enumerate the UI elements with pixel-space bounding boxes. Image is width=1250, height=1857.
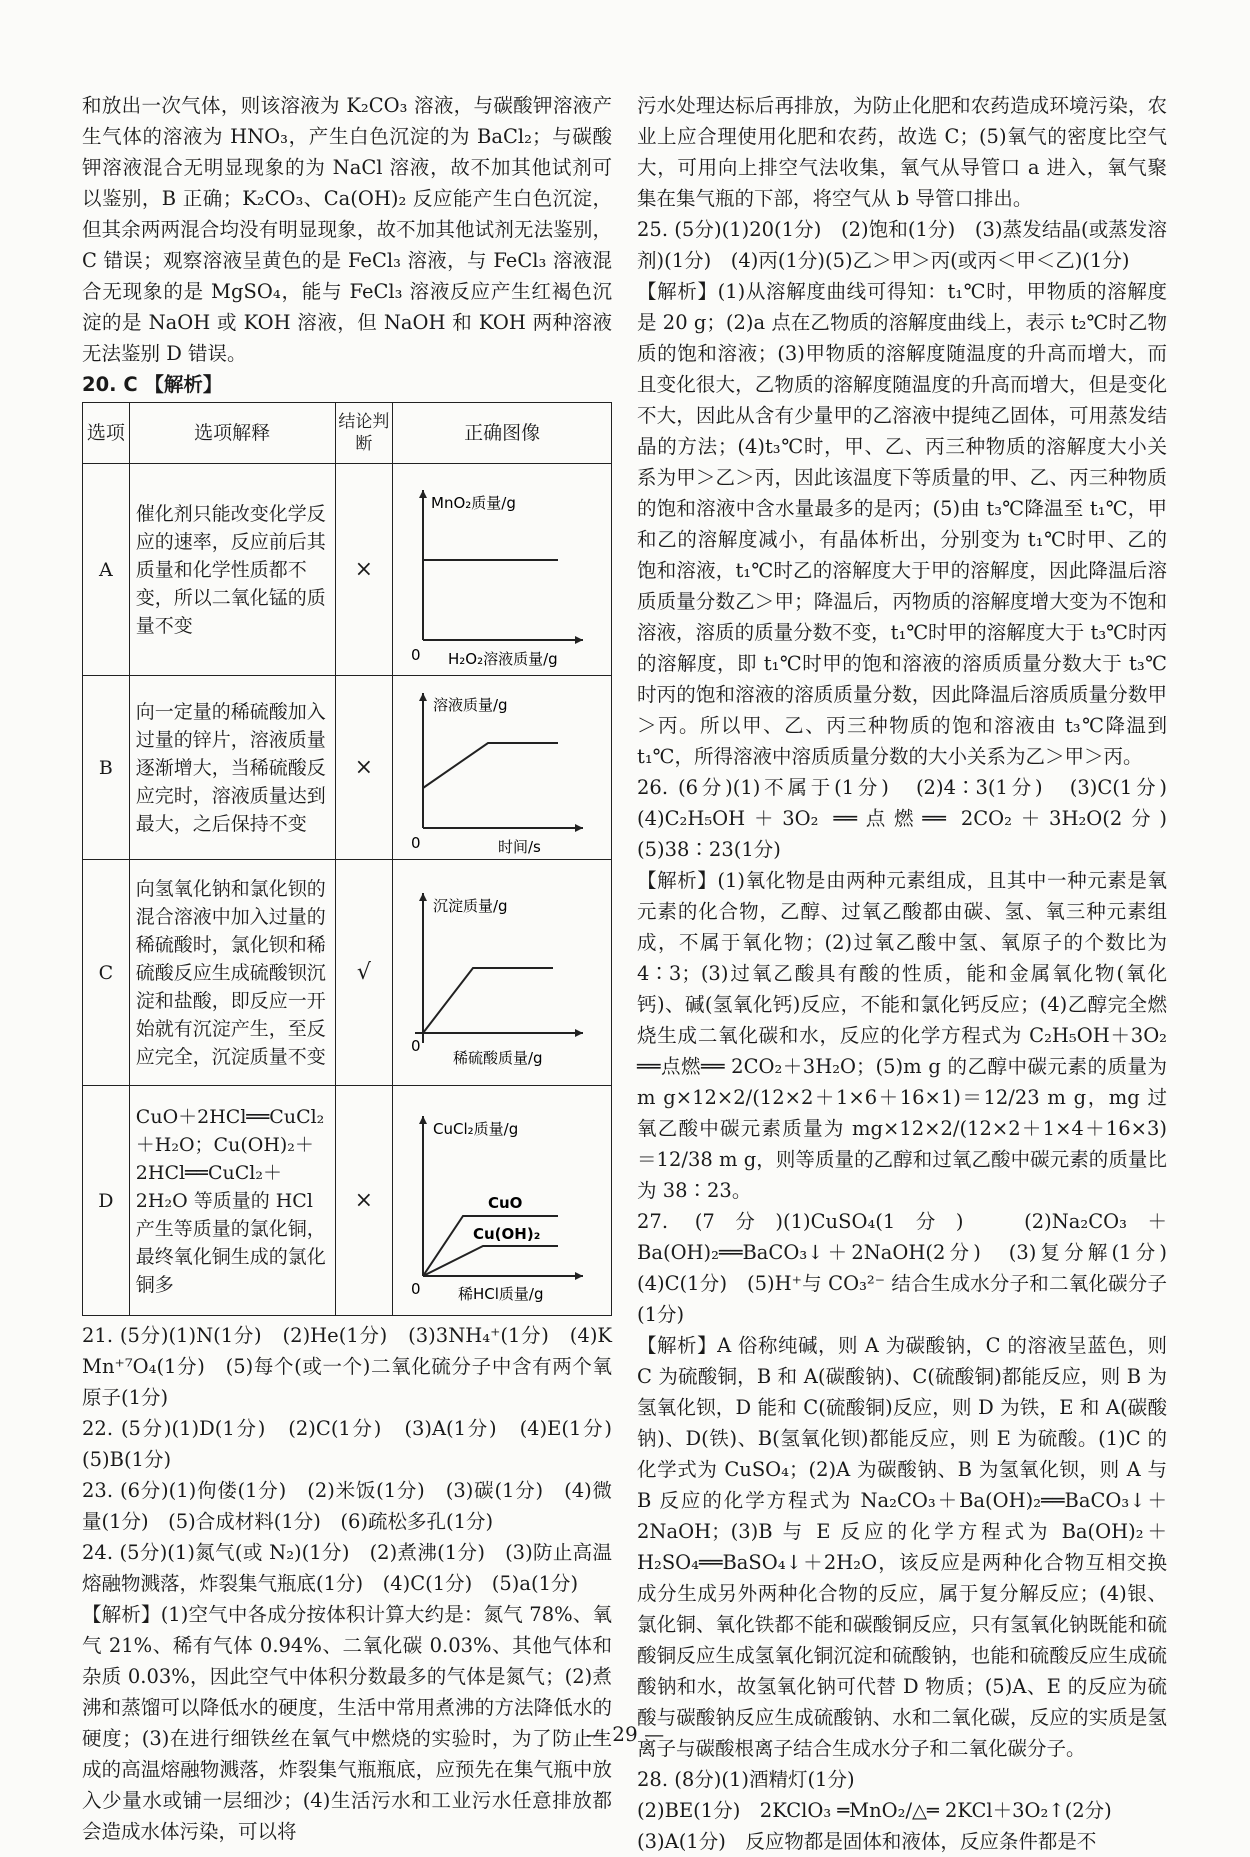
- q27-explanation: 【解析】A 俗称纯碱，则 A 为碳酸钠，C 的溶液呈蓝色，则 C 为硫酸铜，B 和 A(碳酸钠)、C(硫酸铜)都能反应，则 B 为氢氧化钡，D 能和 C(硫酸铜)反应，则 D 为铁，E 和 A(碳酸钠)、D(铁)、B(氢氧化钡)都能反应，则 E 为硫酸。(1)C 的化学式为 CuSO₄；(2)A 为碳酸钠、B 为氢氧化钡，则 A 与 B 反应的化学方程式为 Na₂CO₃＋Ba(OH)₂══BaCO₃↓＋2NaOH；(3)B 与 E 反应的化学方程式为 Ba(OH)₂＋H₂SO₄══BaSO₄↓＋2H₂O，该反应是两种化合物互相交换成分生成另外两种化合物的反应，属于复分解反应；(4)银、氯化铜、氧化铁都不能和碳酸铜反应，只有氢氧化钠既能和硫酸铜反应生成氢氧化铜沉淀和硫酸钠，也能和硫酸反应生成硫酸钠和水，故氢氧化钠可代替 D 物质；(5)A、E 的反应为硫酸与碳酸钠反应生成硫酸钠、水和二氧化碳，反应的实质是氢离子与碳酸根离子结合生成水分子和二氧化碳分子。: [637, 1334, 1167, 1760]
- graph-d-line-cuoh2: Cu(OH)₂: [473, 1224, 541, 1243]
- graph-c-origin: 0: [411, 1036, 421, 1055]
- graph-c-ylabel: 沉淀质量/g: [433, 896, 508, 915]
- q26-explanation: 【解析】(1)氧化物是由两种元素组成，且其中一种元素是氧元素的化合物，乙醇、过氧乙酸都由碳、氢、氧三种元素组成，不属于氧化物；(2)过氧乙酸中氢、氧原子的个数比为 4∶3；(3)过氧乙酸具有酸的性质，能和金属氧化物(氧化钙)、碱(氢氧化钙)反应，不能和氯化钙反应；(4)乙醇完全燃烧生成二氧化碳和水，反应的化学方程式为 C₂H₅OH＋3O₂ ══点燃══ 2CO₂＋3H₂O；(5)m g 的乙醇中碳元素的质量为 m g×12×2/(12×2＋1×6＋16×1)＝12/23 m g，mg 过氧乙酸中碳元素质量为 mg×12×2/(12×2＋1×4＋16×3)＝12/38 m g，则等质量的乙醇和过氧乙酸中碳元素的质量比为 38∶23。: [637, 869, 1167, 1202]
- graph-d-xlabel: 稀HCl质量/g: [458, 1284, 544, 1303]
- q25-answer: 25. (5分)(1)20(1分) (2)饱和(1分) (3)蒸发结晶(或蒸发溶剂)(1分) (4)丙(1分)(5)乙＞甲＞丙(或丙＜甲＜乙)(1分): [637, 218, 1167, 272]
- header-judgement: 结论判断: [335, 403, 393, 464]
- graph-b-origin: 0: [411, 833, 421, 852]
- table-row: [83, 464, 612, 676]
- graph-a: [393, 464, 612, 676]
- graph-b-xlabel: 时间/s: [498, 837, 542, 856]
- q24-answer: 24. (5分)(1)氮气(或 N₂)(1分) (2)煮沸(1分) (3)防止高温熔融物溅落，炸裂集气瓶底(1分) (4)C(1分) (5)a(1分): [82, 1541, 612, 1595]
- q22-answer: 22. (5分)(1)D(1分) (2)C(1分) (3)A(1分) (4)E(1分) (5)B(1分): [82, 1417, 632, 1471]
- row-judgement: ×: [335, 464, 393, 676]
- table-row: [83, 860, 612, 1086]
- row-option: C: [83, 860, 130, 1086]
- graph-d: [393, 1086, 612, 1316]
- row-explanation: 催化剂只能改变化学反应的速率，反应前后其质量和化学性质都不变，所以二氧化锰的质量不变: [129, 464, 335, 676]
- q23-answer: 23. (6分)(1)佝偻(1分) (2)米饭(1分) (3)碳(1分) (4)微量(1分) (5)合成材料(1分) (6)疏松多孔(1分): [82, 1479, 612, 1533]
- q24-explanation-cont: 污水处理达标后再排放，为防止化肥和农药造成环境污染，农业上应合理使用化肥和农药，故选 C；(5)氧气的密度比空气大，可用向上排空气法收集，氧气从导管口 a 进入，氧气聚集在集气瓶的下部，将空气从 b 导管口排出。: [637, 94, 1167, 210]
- q19-explanation-cont: 和放出一次气体，则该溶液为 K₂CO₃ 溶液，与碳酸钾溶液产生气体的溶液为 HNO₃，产生白色沉淀的为 BaCl₂；与碳酸钾溶液混合无明显现象的为 NaCl 溶液，故不加其他试剂可以鉴别，B 正确；K₂CO₃、Ca(OH)₂ 反应能产生白色沉淀，但其余两两混合均没有明显现象，故不加其他试剂无法鉴别，C 错误；观察溶液呈黄色的是 FeCl₃ 溶液，与 FeCl₃ 溶液混合无现象的是 MgSO₄，能与 FeCl₃ 溶液反应产生红褐色沉淀的是 NaOH 或 KOH 溶液，但 NaOH 和 KOH 两种溶液无法鉴别 D 错误。: [82, 94, 612, 365]
- right-column: [637, 90, 1187, 1857]
- table-header-row: [83, 403, 612, 464]
- q27-answer: 27. (7分)(1)CuSO₄(1分) (2)Na₂CO₃＋Ba(OH)₂══BaCO₃↓＋2NaOH(2分) (3)复分解(1分) (4)C(1分) (5)H⁺与 CO₃²⁻ 结合生成水分子和二氧化碳分子(1分): [637, 1210, 1187, 1326]
- q28-answer-part2: (2)BE(1分) 2KClO₃ ═MnO₂/△═ 2KCl＋3O₂↑(2分): [637, 1799, 1112, 1822]
- graph-c-xlabel: 稀硫酸质量/g: [453, 1048, 543, 1067]
- table-row: [83, 1086, 612, 1316]
- row-explanation: CuO＋2HCl══CuCl₂＋H₂O；Cu(OH)₂＋2HCl══CuCl₂＋2H₂O 等质量的 HCl 产生等质量的氯化铜，最终氧化铜生成的氯化铜多: [129, 1086, 335, 1316]
- q28-answer: 28. (8分)(1)酒精灯(1分): [637, 1768, 855, 1791]
- header-figure: 正确图像: [393, 403, 612, 464]
- header-explanation: 选项解释: [129, 403, 335, 464]
- table-row: [83, 676, 612, 860]
- graph-a-origin: 0: [411, 645, 421, 664]
- row-judgement: ×: [335, 1086, 393, 1316]
- row-judgement: ×: [335, 676, 393, 860]
- q26-answer: 26. (6分)(1)不属于(1分) (2)4∶3(1分) (3)C(1分) (4)C₂H₅OH＋3O₂ ══点燃══ 2CO₂＋3H₂O(2分) (5)38∶23(1分): [637, 776, 1187, 861]
- q25-explanation: 【解析】(1)从溶解度曲线可得知：t₁℃时，甲物质的溶解度是 20 g；(2)a 点在乙物质的溶解度曲线上，表示 t₂℃时乙物质的饱和溶液；(3)甲物质的溶解度随温度的升高而增大，而且变化很大，乙物质的溶解度随温度的升高而增大，但是变化不大，因此从含有少量甲的乙溶液中提纯乙固体，可用蒸发结晶的方法；(4)t₃℃时，甲、乙、丙三种物质的溶解度大小关系为甲＞乙＞丙，因此该温度下等质量的甲、乙、丙三种物质的饱和溶液中含水量最多的是丙；(5)由 t₃℃降温至 t₁℃，甲和乙的溶解度减小，有晶体析出，分别变为 t₁℃时甲、乙的饱和溶液，t₁℃时乙的溶解度大于甲的溶解度，因此降温后溶质质量分数乙＞甲；降温后，丙物质的溶解度增大变为不饱和溶液，溶质的质量分数不变，t₁℃时甲的溶解度大于 t₃℃时丙的溶解度，即 t₁℃时甲的饱和溶液的溶质质量分数大于 t₃℃时丙的饱和溶液的溶质质量分数，因此降温后溶质质量分数甲＞丙。所以甲、乙、丙三种物质的饱和溶液由 t₃℃降温到 t₁℃，所得溶液中溶质质量分数的大小关系为乙＞甲＞丙。: [637, 280, 1167, 768]
- q20-table: [82, 402, 612, 1316]
- q28-answer-part3: (3)A(1分) 反应物都是固体和液体，反应条件都是不: [637, 1830, 1097, 1853]
- q21-answer: 21. (5分)(1)N(1分) (2)He(1分) (3)3NH₄⁺(1分) (4)K Mn⁺⁷O₄(1分) (5)每个(或一个)二氧化硫分子中含有两个氧原子(1分): [82, 1324, 612, 1409]
- q24-explanation: 【解析】(1)空气中各成分按体积计算大约是：氮气 78%、氧气 21%、稀有气体 0.94%、二氧化碳 0.03%、其他气体和杂质 0.03%，因此空气中体积分数最多的气体是氮气；(2)煮沸和蒸馏可以降低水的硬度，生活中常用煮沸的方法降低水的硬度；(3)在进行细铁丝在氧气中燃烧的实验时，为了防止生成的高温熔融物溅落，炸裂集气瓶瓶底，应预先在集气瓶中放入少量水或铺一层细沙；(4)生活污水和工业污水任意排放都会造成水体污染，可以将: [82, 1603, 612, 1843]
- row-explanation: 向氢氧化钠和氯化钡的混合溶液中加入过量的稀硫酸时，氯化钡和稀硫酸反应生成硫酸钡沉淀和盐酸，即反应一开始就有沉淀产生，至反应完全，沉淀质量不变: [129, 860, 335, 1086]
- row-option: A: [83, 464, 130, 676]
- row-option: D: [83, 1086, 130, 1316]
- q20-header: 20. C 【解析】: [82, 373, 223, 396]
- graph-a-xlabel: H₂O₂溶液质量/g: [448, 649, 558, 668]
- row-judgement: √: [335, 860, 393, 1086]
- graph-d-line-cuo: CuO: [488, 1193, 523, 1212]
- graph-c: [393, 860, 612, 1086]
- header-option: 选项: [83, 403, 130, 464]
- row-option: B: [83, 676, 130, 860]
- graph-b: [393, 676, 612, 860]
- row-explanation: 向一定量的稀硫酸加入过量的锌片，溶液质量逐渐增大，当稀硫酸反应完时，溶液质量达到最大，之后保持不变: [129, 676, 335, 860]
- graph-a-ylabel: MnO₂质量/g: [431, 493, 517, 512]
- page-number: — 29 —: [585, 1722, 665, 1746]
- graph-b-ylabel: 溶液质量/g: [433, 695, 508, 714]
- graph-d-ylabel: CuCl₂质量/g: [433, 1119, 519, 1138]
- graph-d-origin: 0: [411, 1279, 421, 1298]
